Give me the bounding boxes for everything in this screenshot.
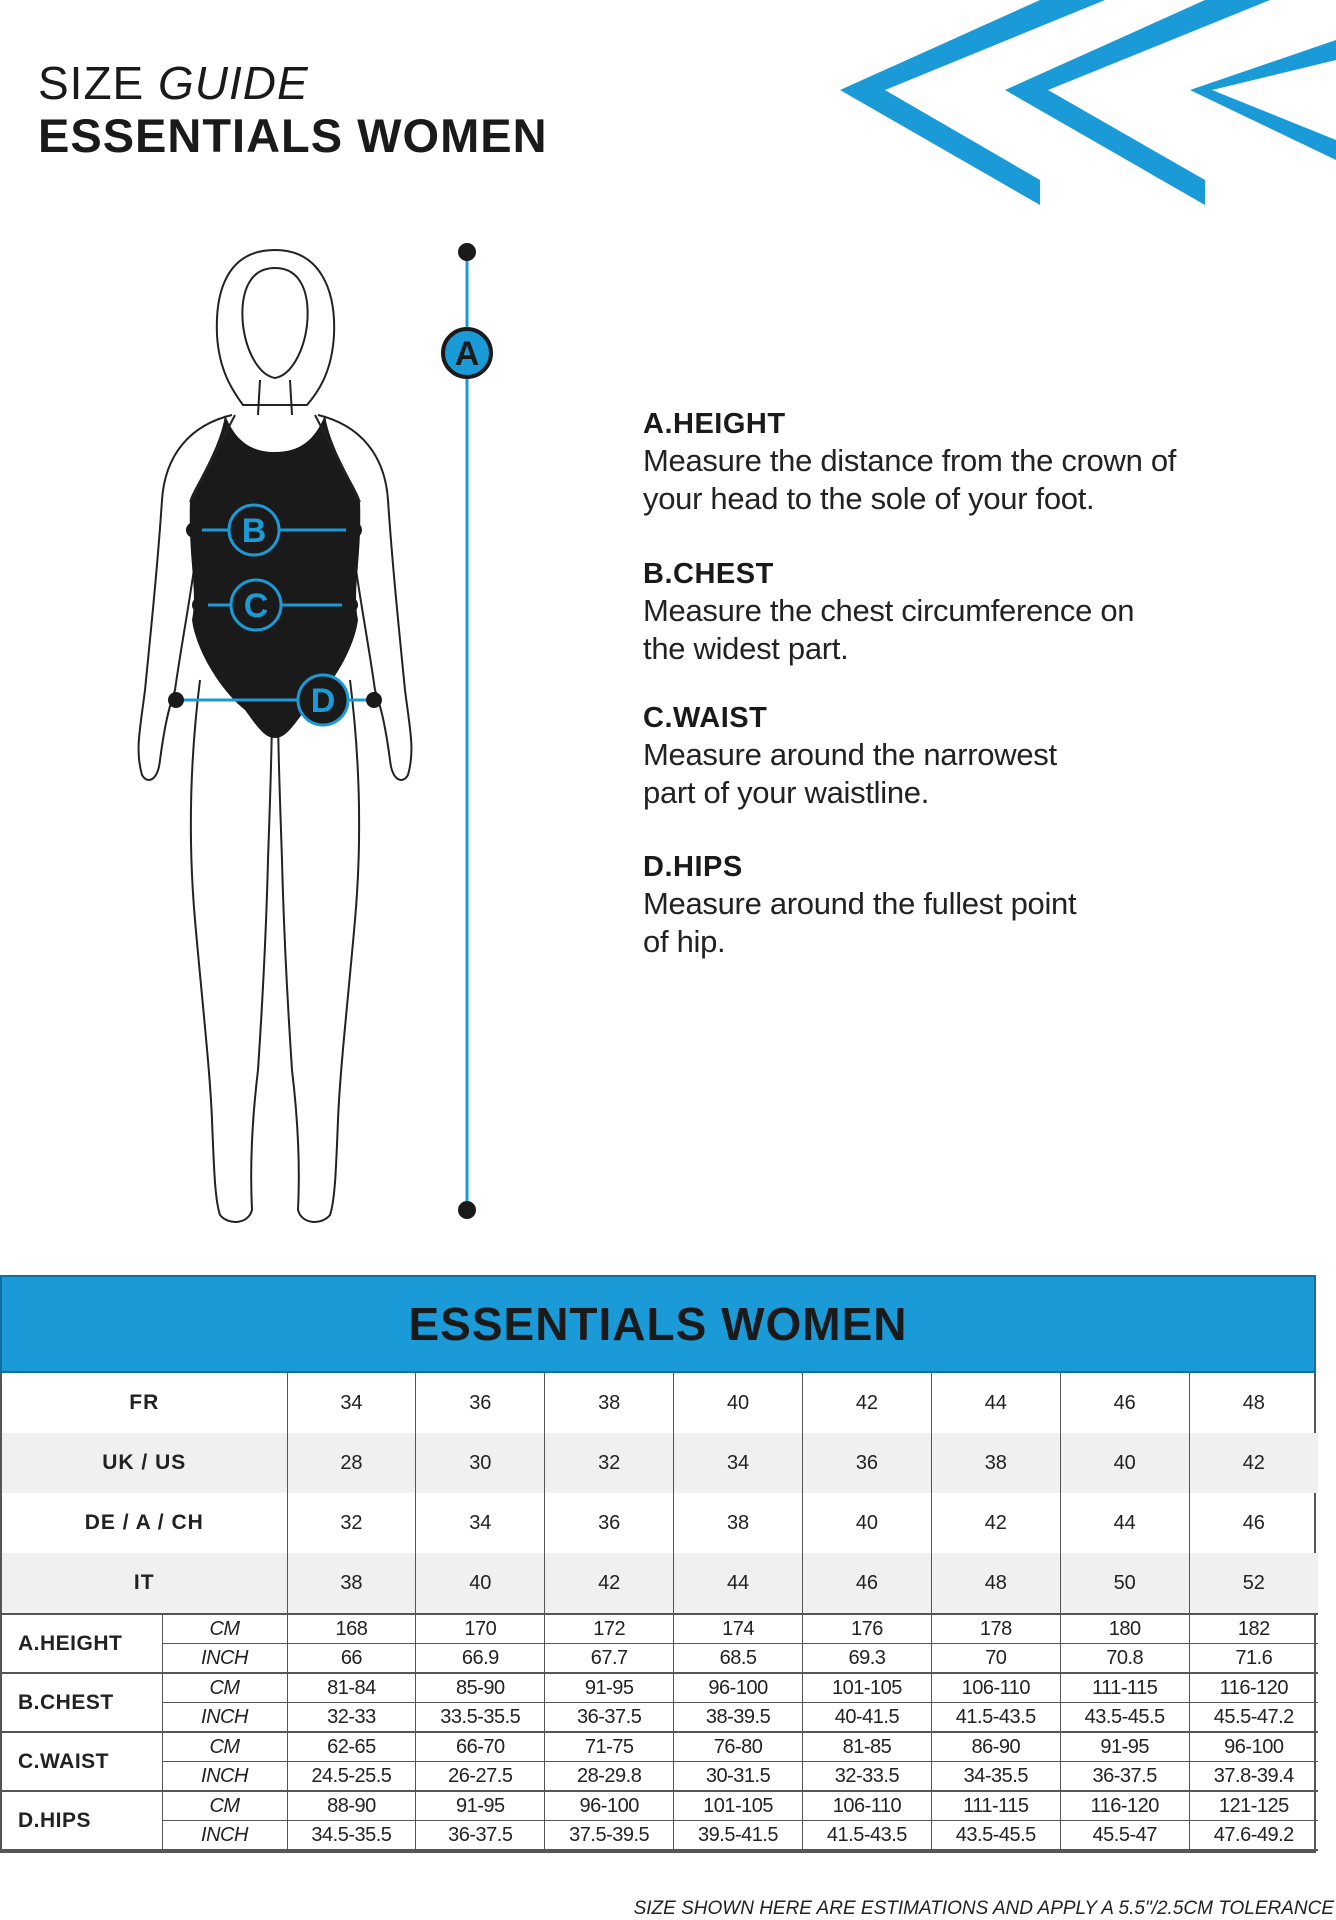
size-cell: 50 [1060,1553,1189,1614]
measurement-heading: B.CHEST [643,558,774,590]
chevron-decoration-icon [820,0,1336,210]
size-cell: 44 [674,1553,803,1614]
marker-b-label: B [241,512,267,550]
size-cell: 38 [545,1373,674,1433]
measure-row-inch [2,1644,1318,1674]
marker-c-label: C [243,587,269,625]
size-cell: 28 [287,1433,416,1493]
measure-row-cm [2,1791,1318,1821]
measure-cell: 116-120 [1189,1673,1318,1703]
size-table [0,1275,1316,1853]
size-cell: 32 [287,1493,416,1553]
measure-cell: 66 [287,1644,416,1674]
measure-cell: 28-29.8 [545,1762,674,1792]
measure-cell: 170 [416,1614,545,1644]
measure-row-inch [2,1703,1318,1733]
size-cell: 34 [287,1373,416,1433]
unit-label: INCH [162,1821,287,1851]
measure-cell: 174 [674,1614,803,1644]
size-cell: 32 [545,1433,674,1493]
unit-label: CM [162,1614,287,1644]
measure-cell: 68.5 [674,1644,803,1674]
size-cell: 46 [1189,1493,1318,1553]
measurement-text: Measure around the fullest point [643,886,1077,921]
measure-cell: 43.5-45.5 [1060,1703,1189,1733]
measure-cell: 32-33 [287,1703,416,1733]
measure-cell: 172 [545,1614,674,1644]
size-row-label: FR [129,1391,160,1414]
measure-cell: 62-65 [287,1732,416,1762]
measure-cell: 121-125 [1189,1791,1318,1821]
measure-row-label: A.HEIGHT [2,1614,162,1673]
measure-cell: 96-100 [545,1791,674,1821]
measure-cell: 36-37.5 [1060,1762,1189,1792]
measure-cell: 24.5-25.5 [287,1762,416,1792]
size-row-label: DE / A / CH [84,1511,204,1534]
size-row [2,1493,1318,1553]
measure-cell: 106-110 [931,1673,1060,1703]
size-cell: 34 [674,1433,803,1493]
tolerance-footnote: SIZE SHOWN HERE ARE ESTIMATIONS AND APPLY A 5.5"/2.5CM TOLERANCE [633,1898,1334,1919]
page-title [38,56,309,110]
unit-label: INCH [162,1703,287,1733]
measurement-hips [643,849,1323,961]
measure-row-label: B.CHEST [2,1673,162,1732]
measure-cell: 91-95 [1060,1732,1189,1762]
size-cell: 38 [287,1553,416,1614]
measure-cell: 43.5-45.5 [931,1821,1060,1851]
measure-cell: 178 [931,1614,1060,1644]
measure-cell: 91-95 [416,1791,545,1821]
measure-cell: 47.6-49.2 [1189,1821,1318,1851]
measure-cell: 30-31.5 [674,1762,803,1792]
size-cell: 46 [803,1553,932,1614]
size-cell: 44 [1060,1493,1189,1553]
unit-label: CM [162,1732,287,1762]
measurement-text: your head to the sole of your foot. [643,481,1095,516]
title-prefix: SIZE [38,57,145,109]
measure-cell: 71.6 [1189,1644,1318,1674]
measurement-heading: A.HEIGHT [643,408,786,440]
measure-cell: 41.5-43.5 [803,1821,932,1851]
size-cell: 40 [674,1373,803,1433]
measure-cell: 67.7 [545,1644,674,1674]
unit-label: INCH [162,1644,287,1674]
size-cell: 36 [545,1493,674,1553]
height-measure-line [440,230,520,1220]
measure-cell: 81-85 [803,1732,932,1762]
measure-row-cm [2,1732,1318,1762]
measure-cell: 38-39.5 [674,1703,803,1733]
measure-row-cm [2,1673,1318,1703]
measurement-text: Measure the chest circumference on [643,593,1135,628]
size-cell: 48 [931,1553,1060,1614]
measure-cell: 71-75 [545,1732,674,1762]
measure-cell: 91-95 [545,1673,674,1703]
measure-cell: 36-37.5 [545,1703,674,1733]
size-cell: 40 [416,1553,545,1614]
measurement-text: part of your waistline. [643,775,930,810]
measurement-heading: C.WAIST [643,702,768,734]
measure-row-label: D.HIPS [2,1791,162,1850]
measure-cell: 39.5-41.5 [674,1821,803,1851]
measure-cell: 41.5-43.5 [931,1703,1060,1733]
unit-label: CM [162,1791,287,1821]
size-cell: 42 [803,1373,932,1433]
measure-cell: 88-90 [287,1791,416,1821]
marker-a-label: A [454,335,480,373]
measurement-text: Measure the distance from the crown of [643,443,1177,478]
measurement-chest [643,556,1323,668]
size-cell: 30 [416,1433,545,1493]
measure-cell: 37.8-39.4 [1189,1762,1318,1792]
measure-cell: 182 [1189,1614,1318,1644]
measure-cell: 111-115 [1060,1673,1189,1703]
measure-cell: 76-80 [674,1732,803,1762]
measurement-waist [643,700,1323,812]
size-cell: 34 [416,1493,545,1553]
title-italic: GUIDE [158,57,309,109]
measure-cell: 66-70 [416,1732,545,1762]
unit-label: CM [162,1673,287,1703]
unit-label: INCH [162,1762,287,1792]
measure-cell: 96-100 [1189,1732,1318,1762]
size-cell: 42 [1189,1433,1318,1493]
measure-cell: 45.5-47 [1060,1821,1189,1851]
measure-row-label: C.WAIST [2,1732,162,1791]
measure-cell: 66.9 [416,1644,545,1674]
measure-cell: 180 [1060,1614,1189,1644]
size-row [2,1433,1318,1493]
measure-cell: 101-105 [674,1791,803,1821]
measure-cell: 96-100 [674,1673,803,1703]
measure-cell: 32-33.5 [803,1762,932,1792]
size-table-grid [2,1373,1318,1851]
size-cell: 42 [545,1553,674,1614]
size-row [2,1553,1318,1614]
size-cell: 36 [416,1373,545,1433]
size-cell: 36 [803,1433,932,1493]
measure-cell: 85-90 [416,1673,545,1703]
page-subtitle: ESSENTIALS WOMEN [38,109,548,162]
size-cell: 44 [931,1373,1060,1433]
size-cell: 38 [674,1493,803,1553]
size-cell: 38 [931,1433,1060,1493]
size-cell: 40 [1060,1433,1189,1493]
size-row [2,1373,1318,1433]
measure-cell: 26-27.5 [416,1762,545,1792]
measure-cell: 81-84 [287,1673,416,1703]
measure-cell: 37.5-39.5 [545,1821,674,1851]
measurement-text: of hip. [643,924,726,959]
measure-cell: 33.5-35.5 [416,1703,545,1733]
measure-cell: 34-35.5 [931,1762,1060,1792]
measure-row-cm [2,1614,1318,1644]
measure-cell: 176 [803,1614,932,1644]
measure-cell: 70 [931,1644,1060,1674]
size-cell: 40 [803,1493,932,1553]
measure-cell: 34.5-35.5 [287,1821,416,1851]
measure-cell: 101-105 [803,1673,932,1703]
body-figure-illustration [120,240,440,1230]
measurement-heading: D.HIPS [643,851,743,883]
size-row-label: IT [2,1553,287,1614]
measurement-text: the widest part. [643,631,849,666]
measure-cell: 45.5-47.2 [1189,1703,1318,1733]
marker-d-label: D [310,682,336,720]
size-cell: 48 [1189,1373,1318,1433]
size-cell: 42 [931,1493,1060,1553]
measure-cell: 70.8 [1060,1644,1189,1674]
size-row-label: UK / US [2,1433,287,1493]
measure-cell: 40-41.5 [803,1703,932,1733]
size-cell: 52 [1189,1553,1318,1614]
measure-cell: 36-37.5 [416,1821,545,1851]
measure-cell: 116-120 [1060,1791,1189,1821]
measure-cell: 86-90 [931,1732,1060,1762]
measure-cell: 69.3 [803,1644,932,1674]
table-title: ESSENTIALS WOMEN [0,1275,1316,1373]
measurement-text: Measure around the narrowest [643,737,1057,772]
measure-cell: 111-115 [931,1791,1060,1821]
measure-cell: 106-110 [803,1791,932,1821]
measure-cell: 168 [287,1614,416,1644]
measurement-height [643,406,1323,518]
measure-row-inch [2,1821,1318,1851]
size-cell: 46 [1060,1373,1189,1433]
measure-row-inch [2,1762,1318,1792]
